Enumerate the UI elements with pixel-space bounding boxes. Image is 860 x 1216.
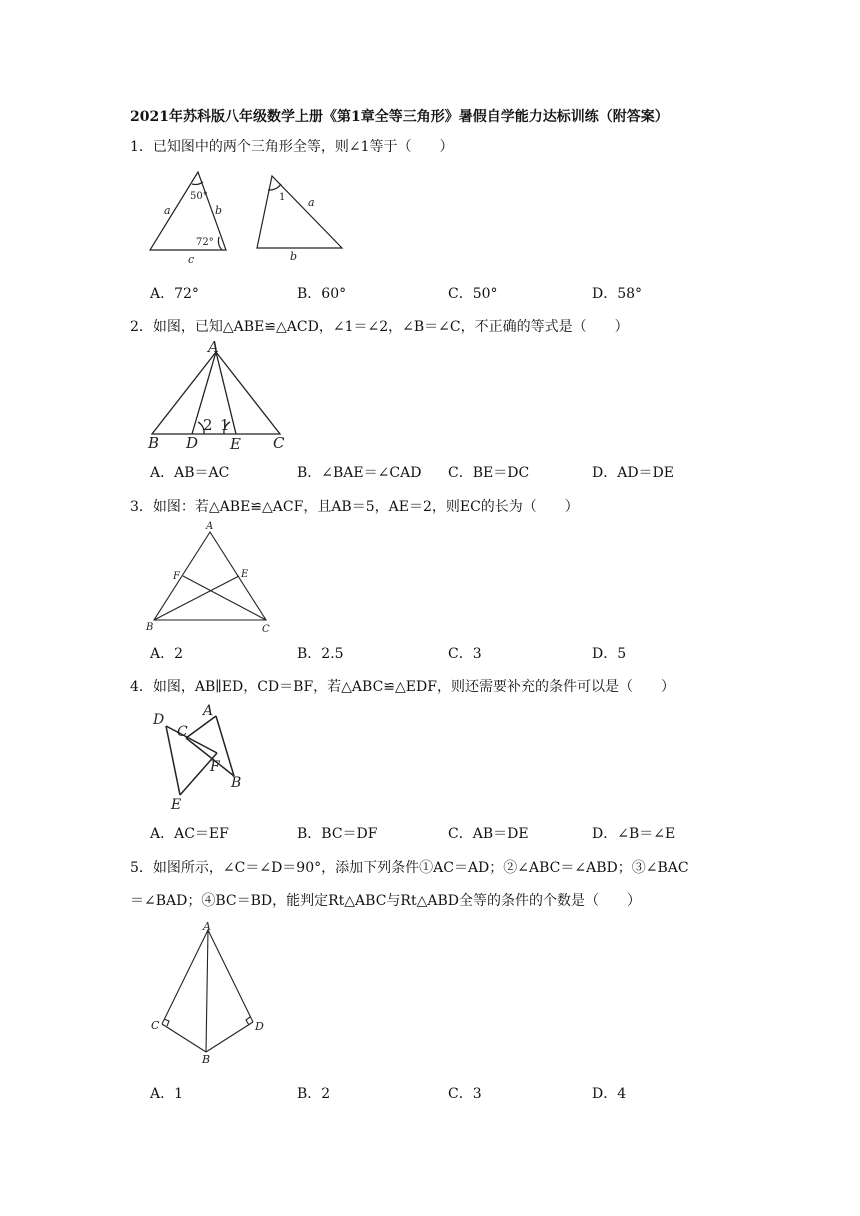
- q4-label-b: B: [231, 775, 242, 791]
- q2-label-a: A: [208, 340, 219, 356]
- q3-label-c: C: [262, 624, 270, 635]
- q1-right-label-b: b: [290, 250, 298, 263]
- question-5-option-d[interactable]: D．4: [592, 1086, 627, 1102]
- q4-label-f: F: [210, 759, 220, 775]
- question-4-stem: 4．如图，AB∥ED，CD＝BF，若△ABC≌△EDF，则还需要补充的条件可以是（ ）: [130, 679, 675, 695]
- question-5-option-a[interactable]: A．1: [150, 1086, 184, 1102]
- q3-label-e: E: [241, 569, 249, 580]
- question-1-option-b[interactable]: B．60°: [297, 286, 347, 302]
- q1-label-c: c: [188, 253, 195, 266]
- q1-label-b: b: [215, 204, 223, 217]
- q5-label-c: C: [151, 1019, 160, 1032]
- q1-right-label-a: a: [308, 196, 315, 209]
- q1-angle-right: 72°: [196, 237, 214, 248]
- q5-label-d: D: [255, 1020, 264, 1033]
- question-2-option-c[interactable]: C．BE＝DC: [448, 465, 530, 481]
- question-2-figure: [140, 340, 300, 452]
- q1-label-a: a: [164, 204, 171, 217]
- q4-label-e: E: [171, 797, 182, 813]
- q2-triangle-abc: [152, 352, 280, 434]
- question-4-option-d[interactable]: D．∠B＝∠E: [592, 826, 676, 842]
- question-2-stem: 2．如图，已知△ABE≌△ACD，∠1＝∠2，∠B＝∠C，不正确的等式是（ ）: [130, 319, 629, 335]
- q1-angle-top: 50°: [190, 191, 208, 202]
- q2-label-c: C: [273, 434, 285, 452]
- question-5-stem-line1: 5．如图所示，∠C＝∠D＝90°，添加下列条件①AC＝AD；②∠ABC＝∠ABD；③∠BAC: [130, 860, 689, 876]
- question-3-option-b[interactable]: B．2.5: [297, 646, 344, 662]
- q3-label-f: F: [173, 571, 180, 582]
- question-5-figure: [140, 918, 280, 1064]
- question-3-option-d[interactable]: D．5: [592, 646, 627, 662]
- question-1-option-a[interactable]: A．72°: [150, 286, 199, 302]
- question-3-option-a[interactable]: A．2: [150, 646, 184, 662]
- q3-label-a: A: [206, 521, 214, 532]
- question-5-option-b[interactable]: B．2: [297, 1086, 331, 1102]
- question-1-figure: [140, 162, 360, 266]
- q4-label-d: D: [153, 712, 165, 728]
- question-2-option-b[interactable]: B．∠BAE＝∠CAD: [297, 465, 422, 481]
- q4-label-a: A: [203, 703, 214, 719]
- q5-label-a: A: [203, 920, 211, 933]
- question-5-stem-line2: ＝∠BAD；④BC＝BD，能判定Rt△ABC与Rt△ABD全等的条件的个数是（ ）: [130, 893, 641, 909]
- q4-label-c: C: [177, 724, 188, 740]
- question-3-option-c[interactable]: C．3: [448, 646, 482, 662]
- q3-triangle-abc: [154, 532, 266, 620]
- q5-label-b: B: [202, 1053, 211, 1064]
- question-1-option-d[interactable]: D．58°: [592, 286, 643, 302]
- q2-angle-1: 1: [220, 416, 230, 434]
- question-4-figure: [140, 698, 260, 816]
- q2-angle-2: 2: [203, 416, 213, 434]
- question-5-option-c[interactable]: C．3: [448, 1086, 482, 1102]
- question-3-figure: [140, 518, 280, 636]
- document-title: 2021年苏科版八年级数学上册《第1章全等三角形》暑假自学能力达标训练（附答案）: [130, 109, 669, 125]
- question-3-stem: 3．如图：若△ABE≌△ACF，且AB＝5，AE＝2，则EC的长为（ ）: [130, 499, 579, 515]
- question-1-option-c[interactable]: C．50°: [448, 286, 498, 302]
- question-4-option-a[interactable]: A．AC＝EF: [150, 826, 229, 842]
- q2-label-b: B: [148, 434, 160, 452]
- question-4-option-c[interactable]: C．AB＝DE: [448, 826, 529, 842]
- q1-triangle-right: [257, 176, 342, 248]
- question-2-option-a[interactable]: A．AB＝AC: [150, 465, 230, 481]
- question-1-stem: 1．已知图中的两个三角形全等，则∠1等于（ ）: [130, 139, 454, 155]
- q2-label-e: E: [230, 435, 241, 452]
- q2-label-d: D: [186, 434, 199, 452]
- q3-label-b: B: [146, 622, 154, 633]
- q1-angle-1: 1: [279, 192, 286, 203]
- question-4-option-b[interactable]: B．BC＝DF: [297, 826, 378, 842]
- question-2-option-d[interactable]: D．AD＝DE: [592, 465, 675, 481]
